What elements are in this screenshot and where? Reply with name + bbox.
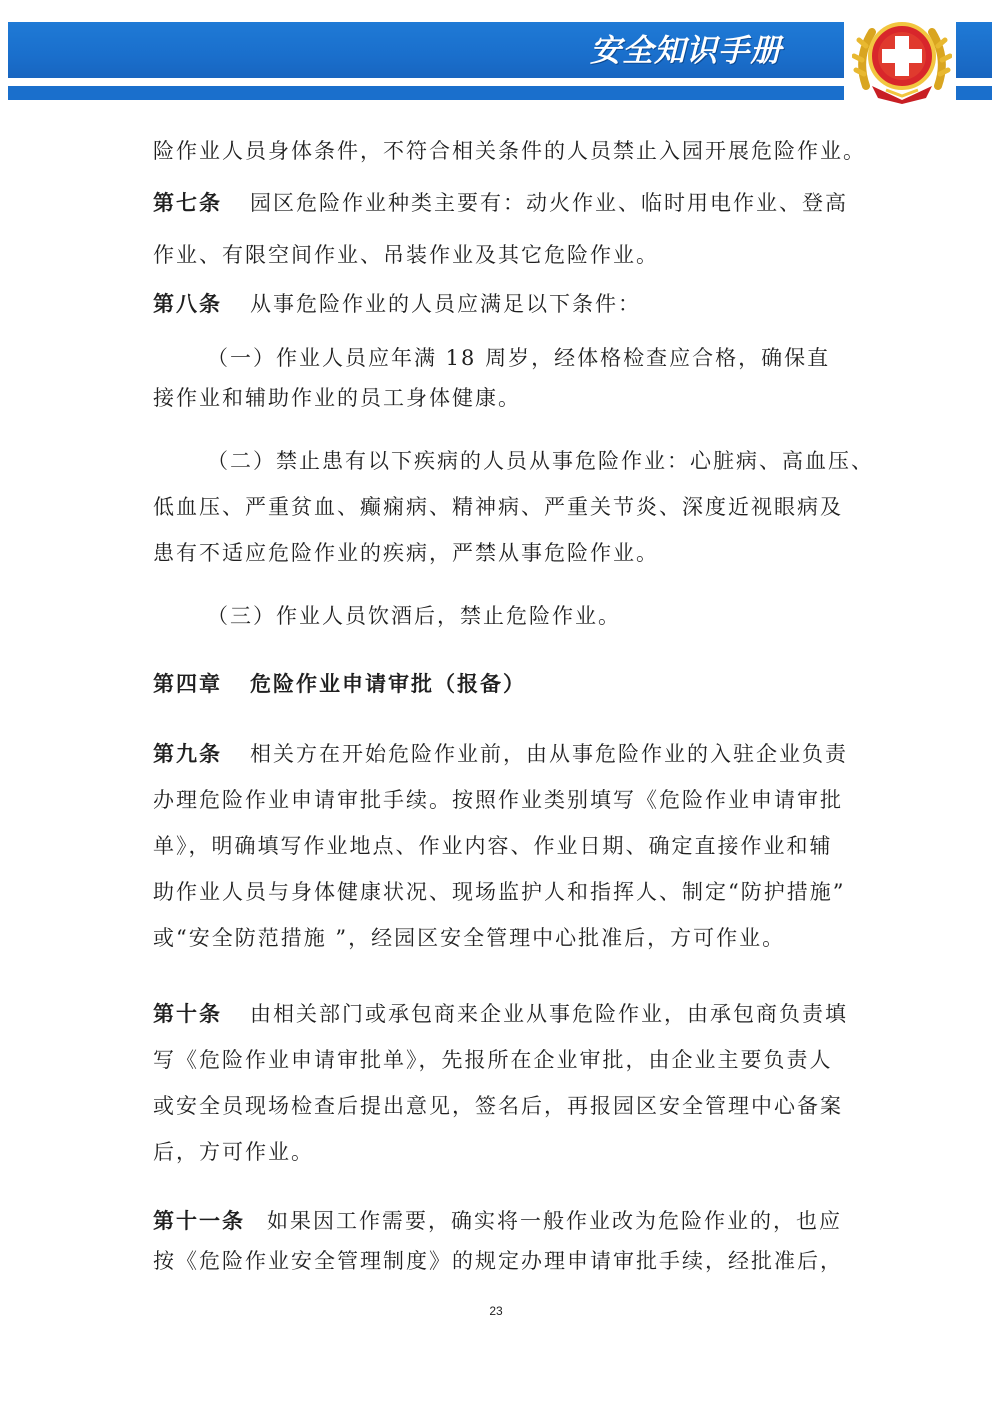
text-line: 患有不适应危险作业的疾病，严禁从事危险作业。 <box>153 541 659 565</box>
text-line: 助作业人员与身体健康状况、现场监护人和指挥人、制定“防护措施” <box>153 880 846 904</box>
text-line: 园区危险作业种类主要有：动火作业、临时用电作业、登高 <box>250 191 848 215</box>
handbook-title: 安全知识手册 <box>590 33 782 69</box>
article-label: 第十条 <box>153 1001 222 1026</box>
text-line: 单》，明确填写作业地点、作业内容、作业日期、确定直接作业和辅 <box>153 834 833 858</box>
text-line: 如果因工作需要，确实将一般作业改为危险作业的，也应 <box>267 1209 842 1233</box>
condition-item-2 <box>153 438 874 576</box>
article-label: 第十一条 <box>153 1208 245 1233</box>
article-10 <box>153 991 863 1175</box>
paragraph-continuation <box>153 128 866 174</box>
header-banner-right <box>956 22 992 78</box>
condition-item-1 <box>153 335 863 421</box>
article-9 <box>153 731 863 961</box>
text-line: （一）作业人员应年满 18 周岁，经体格检查应合格，确保直 <box>207 346 831 370</box>
safety-cross-emblem-icon <box>852 12 952 104</box>
text-line: （二）禁止患有以下疾病的人员从事危险作业：心脏病、高血压、 <box>207 449 874 473</box>
text-line: 接作业和辅助作业的员工身体健康。 <box>153 386 521 410</box>
condition-item-3 <box>153 593 863 639</box>
chapter-heading <box>153 661 863 707</box>
text-line: 后，方可作业。 <box>153 1140 314 1164</box>
text-line: 或安全员现场检查后提出意见，签名后，再报园区安全管理中心备案 <box>153 1094 843 1118</box>
text-line: 按《危险作业安全管理制度》的规定办理申请审批手续，经批准后， <box>153 1249 843 1273</box>
text-line: （三）作业人员饮酒后，禁止危险作业。 <box>207 604 621 628</box>
text-line: 低血压、严重贫血、癫痫病、精神病、严重关节炎、深度近视眼病及 <box>153 495 843 519</box>
text-line: 或“安全防范措施 ”，经园区安全管理中心批准后，方可作业。 <box>153 926 786 950</box>
text-line: 从事危险作业的人员应满足以下条件： <box>250 292 641 316</box>
text-line: 办理危险作业申请审批手续。按照作业类别填写《危险作业申请审批 <box>153 788 843 812</box>
chapter-title: 危险作业申请审批（报备） <box>250 671 526 696</box>
article-8 <box>153 281 863 327</box>
article-label: 第七条 <box>153 190 222 215</box>
text-line: 相关方在开始危险作业前，由从事危险作业的入驻企业负责 <box>250 742 848 766</box>
text-line: 由相关部门或承包商来企业从事危险作业，由承包商负责填 <box>250 1002 848 1026</box>
text-line: 险作业人员身体条件，不符合相关条件的人员禁止入园开展危险作业。 <box>153 139 866 163</box>
header-underline-right <box>956 86 992 100</box>
chapter-label: 第四章 <box>153 671 222 696</box>
article-7 <box>153 180 863 278</box>
header-underline <box>8 86 844 100</box>
page-number: 23 <box>489 1304 503 1318</box>
article-label: 第八条 <box>153 291 222 316</box>
article-11 <box>153 1198 863 1284</box>
text-line: 作业、有限空间作业、吊装作业及其它危险作业。 <box>153 243 659 267</box>
article-label: 第九条 <box>153 741 222 766</box>
text-line: 写《危险作业申请审批单》，先报所在企业审批，由企业主要负责人 <box>153 1048 833 1072</box>
